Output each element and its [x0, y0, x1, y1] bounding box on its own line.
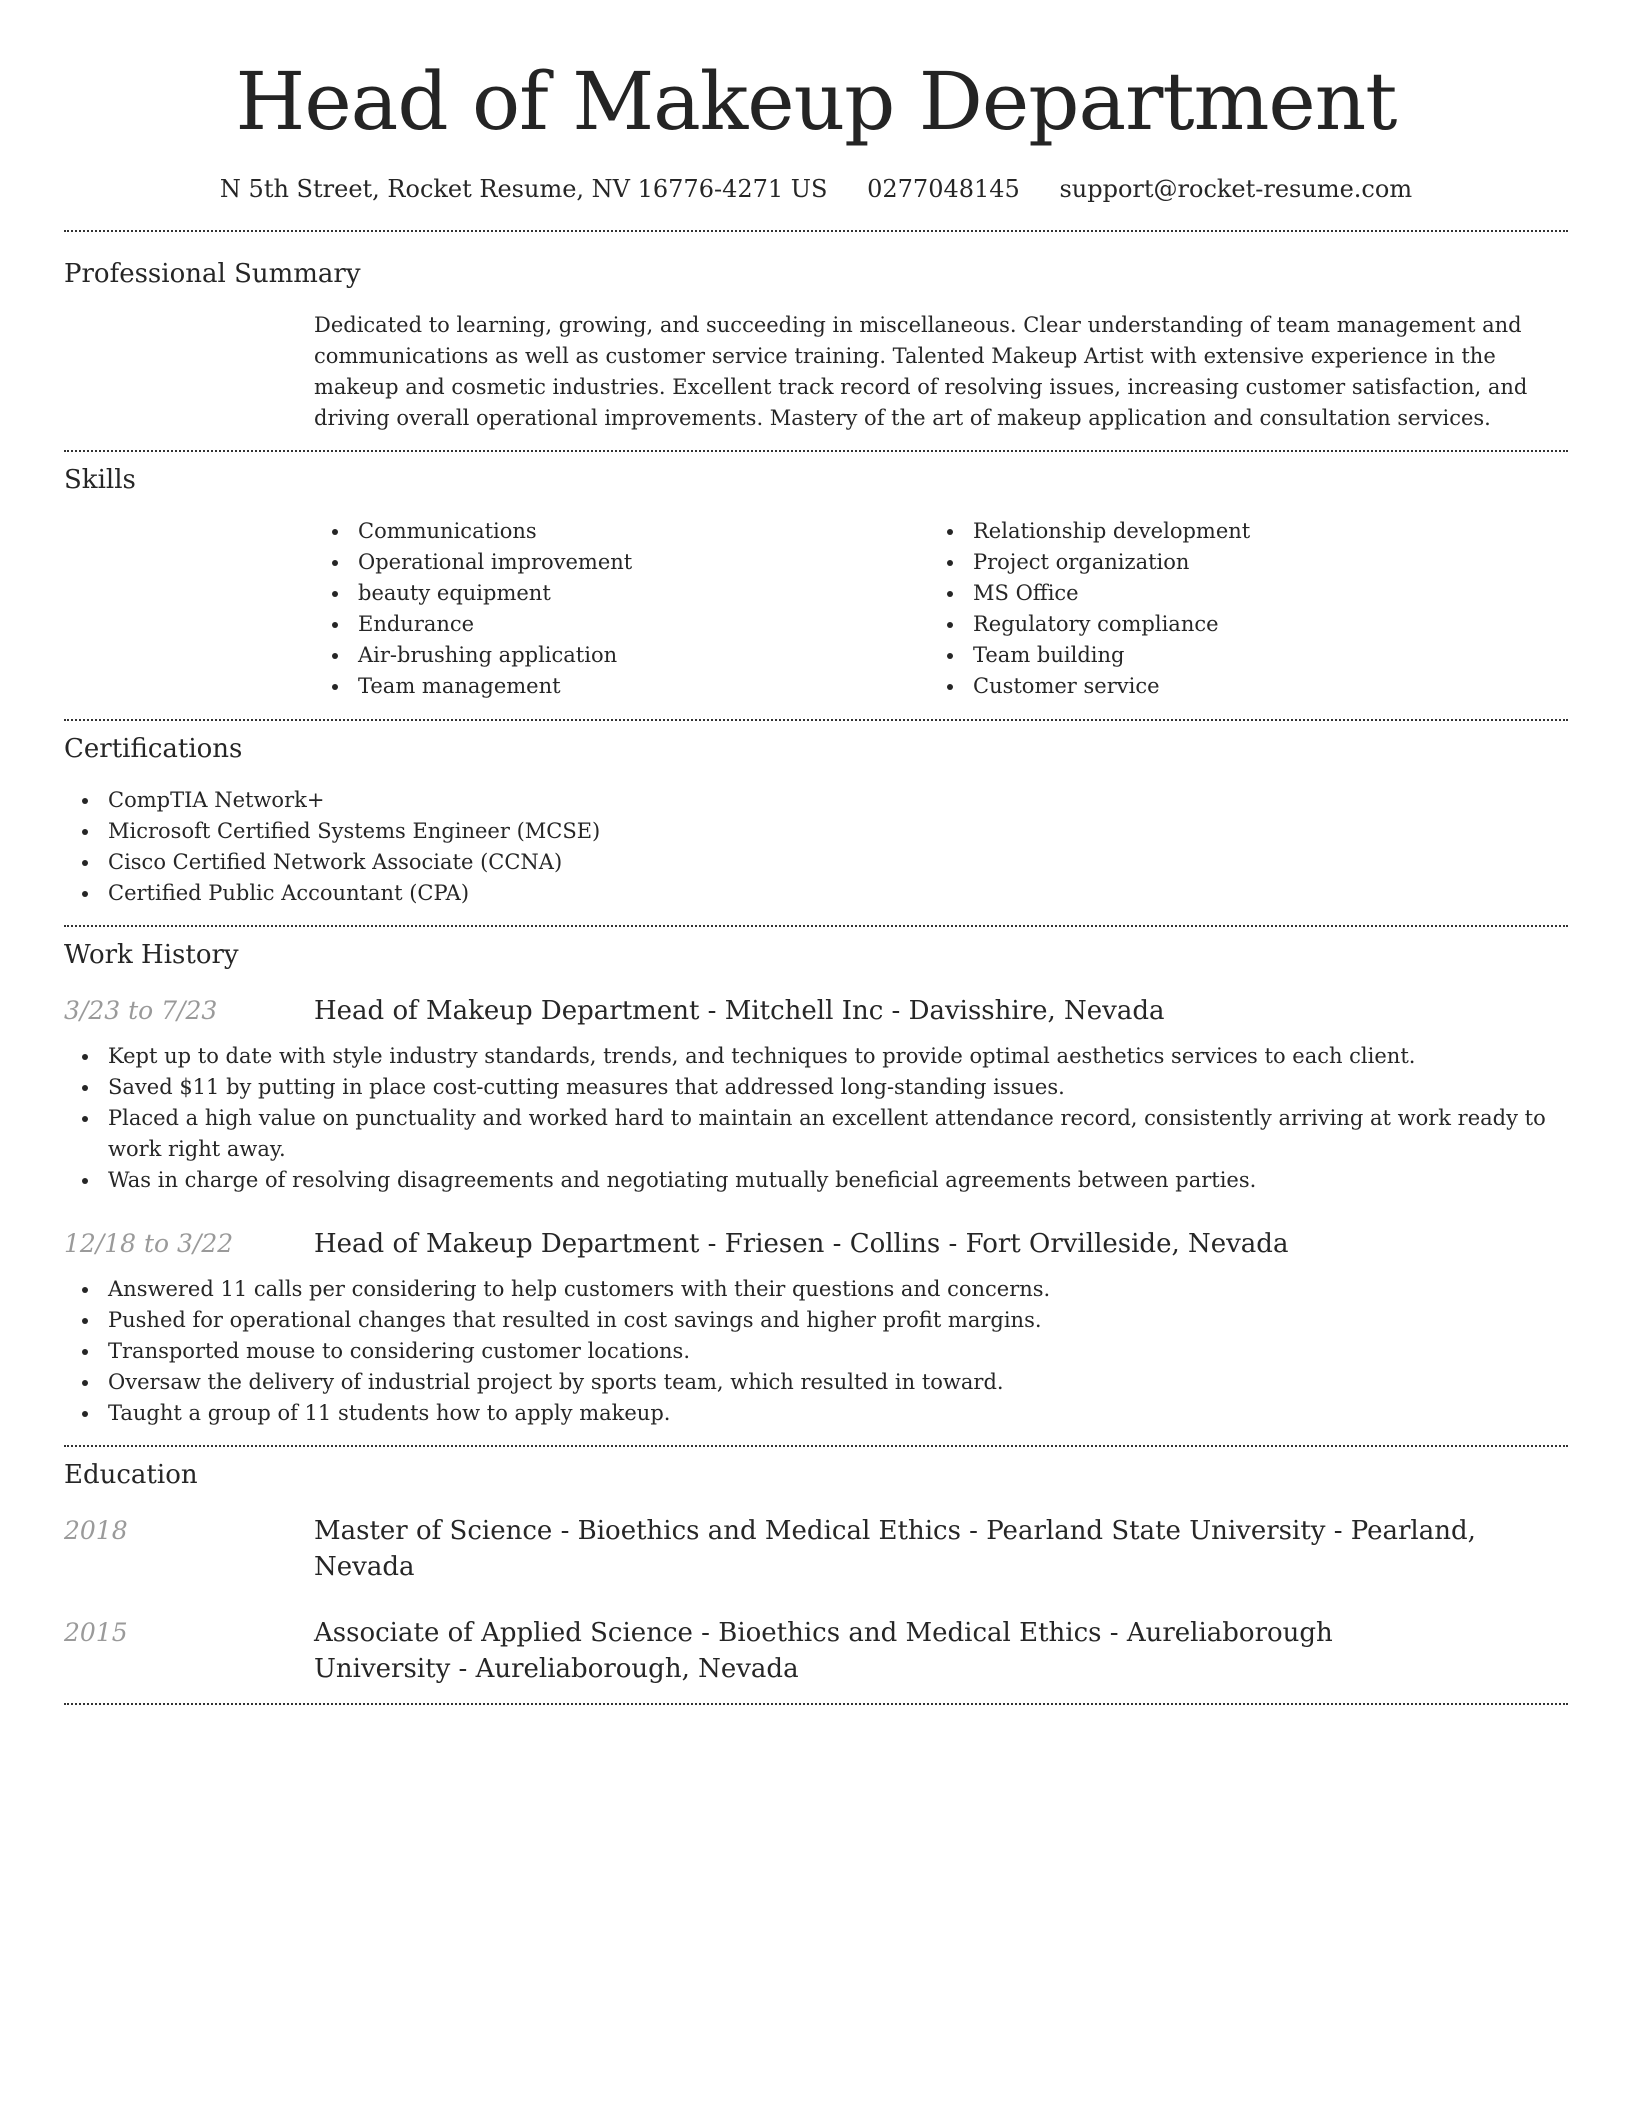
job-entry	[64, 1226, 1568, 1262]
skill-item: MS Office	[929, 578, 1544, 609]
skill-item: Customer service	[929, 671, 1544, 702]
job-title: Head of Makeup Department - Friesen - Collins - Fort Orvilleside, Nevada	[314, 1229, 1289, 1259]
resume-page	[64, 0, 1568, 1705]
contact-line	[64, 172, 1568, 206]
skill-item: Air-brushing application	[314, 640, 929, 671]
education-section	[64, 1447, 1568, 1703]
job-bullet: Placed a high value on punctuality and worked hard to maintain an excellent attendance record, consistently arriving at work ready to work right away.	[64, 1103, 1548, 1165]
skill-item: Team building	[929, 640, 1544, 671]
skill-item: Operational improvement	[314, 547, 929, 578]
skills-list-right	[929, 516, 1544, 702]
job-dates: 3/23 to 7/23	[64, 996, 218, 1025]
skill-item: Endurance	[314, 609, 929, 640]
education-entry	[64, 1615, 1568, 1703]
job-entry	[64, 993, 1568, 1029]
education-year: 2018	[64, 1516, 128, 1545]
education-year: 2015	[64, 1618, 128, 1647]
skills-section	[64, 452, 1568, 719]
skill-item: Relationship development	[929, 516, 1544, 547]
certification-item: Microsoft Certified Systems Engineer (MCSE)	[64, 816, 1568, 847]
job-bullet: Oversaw the delivery of industrial project by sports team, which resulted in toward.	[64, 1367, 1568, 1398]
certification-item: Certified Public Accountant (CPA)	[64, 878, 1568, 909]
certifications-list	[64, 785, 1568, 925]
certifications-section	[64, 721, 1568, 925]
job-dates: 12/18 to 3/22	[64, 1229, 234, 1258]
job-bullet: Answered 11 calls per considering to help customers with their questions and concerns.	[64, 1274, 1568, 1305]
job-bullet: Kept up to date with style industry standards, trends, and techniques to provide optimal aesthetics services to each client.	[64, 1041, 1548, 1072]
summary-section	[64, 232, 1568, 450]
contact-phone: 0277048145	[867, 175, 1020, 203]
certifications-title: Certifications	[64, 734, 243, 764]
certification-item: CompTIA Network+	[64, 785, 1568, 816]
job-title: Head of Makeup Department - Mitchell Inc - Davisshire, Nevada	[314, 996, 1165, 1026]
contact-address: N 5th Street, Rocket Resume, NV 16776-4271 US	[219, 175, 828, 203]
skill-item: Team management	[314, 671, 929, 702]
education-title: Education	[64, 1460, 198, 1490]
job-bullet: Taught a group of 11 students how to apply makeup.	[64, 1398, 1568, 1429]
education-entry	[64, 1513, 1568, 1585]
job-bullet: Saved $11 by putting in place cost-cutting measures that addressed long-standing issues.	[64, 1072, 1548, 1103]
job-bullets	[64, 1274, 1568, 1445]
education-degree: Master of Science - Bioethics and Medical Ethics - Pearland State University - Pearland, Nevada	[314, 1516, 1476, 1582]
job-bullet: Pushed for operational changes that resulted in cost savings and higher profit margins.	[64, 1305, 1568, 1336]
skill-item: Project organization	[929, 547, 1544, 578]
skill-item: beauty equipment	[314, 578, 929, 609]
contact-email: support@rocket-resume.com	[1059, 175, 1413, 203]
job-bullet: Was in charge of resolving disagreements and negotiating mutually beneficial agreements between parties.	[64, 1165, 1548, 1196]
job-bullets	[64, 1041, 1568, 1196]
summary-text: Dedicated to learning, growing, and succeeding in miscellaneous. Clear understanding of team management and communications as well as customer service training. Talented Makeup Artist with extensive experience in the makeup and cosmetic industries. Excellent track record of resolving issues, increasing customer satisfaction, and driving overall operational improvements. Mastery of the art of makeup application and consultation services.	[314, 313, 1528, 430]
skill-item: Communications	[314, 516, 929, 547]
education-degree: Associate of Applied Science - Bioethics and Medical Ethics - Aureliaborough University - Aureliaborough, Nevada	[314, 1618, 1333, 1684]
skills-grid	[314, 516, 1568, 719]
skills-title: Skills	[64, 465, 136, 495]
skill-item: Regulatory compliance	[929, 609, 1544, 640]
divider	[64, 1703, 1568, 1705]
candidate-name: Head of Makeup Department	[235, 55, 1397, 148]
skills-list-left	[314, 516, 929, 702]
work-title: Work History	[64, 940, 239, 970]
work-section	[64, 927, 1568, 1445]
summary-title: Professional Summary	[64, 259, 361, 289]
certification-item: Cisco Certified Network Associate (CCNA)	[64, 847, 1568, 878]
resume-header	[64, 0, 1568, 206]
job-bullet: Transported mouse to considering customer locations.	[64, 1336, 1568, 1367]
